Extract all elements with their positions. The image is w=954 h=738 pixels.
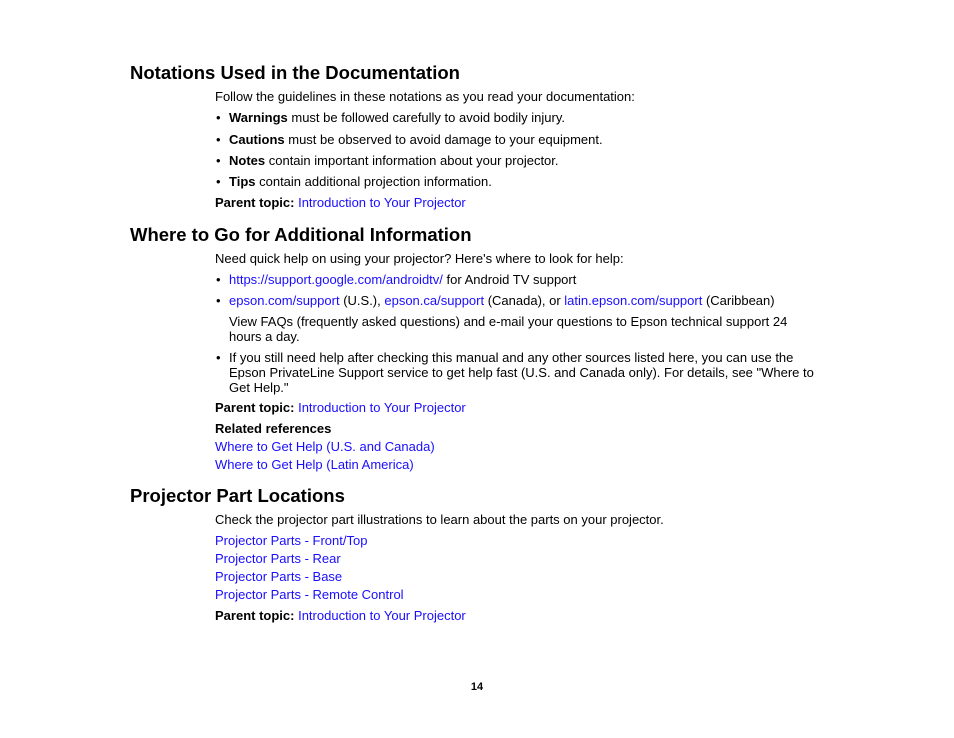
parent-topic-link[interactable]: Introduction to Your Projector: [298, 400, 466, 415]
list-item: [215, 569, 342, 584]
related-link-us-canada[interactable]: Where to Get Help (U.S. and Canada): [215, 439, 435, 454]
epson-latin-support-link[interactable]: latin.epson.com/support: [564, 293, 703, 308]
bullet-marker: •: [216, 293, 221, 308]
parts-front-top-link[interactable]: Projector Parts - Front/Top: [215, 533, 368, 548]
parent-topic: Parent topic: Introduction to Your Projector: [215, 400, 466, 415]
list-item-tips: Tips contain additional projection information.: [229, 174, 492, 189]
bullet-marker: •: [216, 350, 221, 365]
parts-rear-link[interactable]: Projector Parts - Rear: [215, 551, 341, 566]
parent-topic: Parent topic: Introduction to Your Projector: [215, 608, 466, 623]
section-heading-additional-info: Where to Go for Additional Information: [130, 224, 472, 245]
parent-topic-link[interactable]: Introduction to Your Projector: [298, 195, 466, 210]
bullet-marker: •: [216, 153, 221, 168]
parts-base-link[interactable]: Projector Parts - Base: [215, 569, 343, 584]
page-number: 14: [470, 681, 484, 693]
parent-topic: Parent topic: Introduction to Your Projector: [215, 195, 466, 210]
list-item: [215, 533, 367, 548]
list-item-epson-support: epson.com/support (U.S.), epson.ca/support (Canada), or latin.epson.com/support (Caribbean): [229, 293, 775, 308]
related-reference-item: [215, 457, 414, 472]
related-references-label: Related references: [215, 421, 332, 436]
parent-topic-link[interactable]: Introduction to Your Projector: [298, 608, 466, 623]
list-item-cautions: Cautions must be observed to avoid damage to your equipment.: [229, 132, 603, 147]
bullet-marker: •: [216, 110, 221, 125]
epson-ca-support-link[interactable]: epson.ca/support: [384, 293, 485, 308]
bullet-marker: •: [216, 272, 221, 287]
bullet-marker: •: [216, 132, 221, 147]
list-item-privateline: If you still need help after checking this manual and any other sources listed here, you can use the Epson PrivateLine Support service to get help fast (U.S. and Canada only). For details, see "Where to Get Help.": [229, 350, 814, 395]
notations-intro: Follow the guidelines in these notations as you read your documentation:: [215, 89, 635, 104]
list-item-notes: Notes contain important information about your projector.: [229, 153, 559, 168]
parts-remote-control-link[interactable]: Projector Parts - Remote Control: [215, 587, 404, 602]
list-item: [215, 587, 404, 602]
list-item: [215, 551, 341, 566]
bullet-marker: •: [216, 174, 221, 189]
part-locations-intro: Check the projector part illustrations to learn about the parts on your projector.: [215, 512, 664, 527]
android-support-link[interactable]: https://support.google.com/androidtv/: [229, 272, 443, 287]
support-detail-text: View FAQs (frequently asked questions) and e-mail your questions to Epson technical support 24 hours a day.: [229, 314, 788, 344]
list-item-android-support: https://support.google.com/androidtv/ for Android TV support: [229, 272, 577, 287]
epson-us-support-link[interactable]: epson.com/support: [229, 293, 340, 308]
related-reference-item: [215, 439, 435, 454]
additional-info-intro: Need quick help on using your projector? Here's where to look for help:: [215, 251, 624, 266]
related-link-latin-america[interactable]: Where to Get Help (Latin America): [215, 457, 414, 472]
list-item-warnings: Warnings must be followed carefully to avoid bodily injury.: [229, 110, 565, 125]
section-heading-notations: Notations Used in the Documentation: [130, 62, 460, 83]
section-heading-part-locations: Projector Part Locations: [130, 485, 345, 506]
